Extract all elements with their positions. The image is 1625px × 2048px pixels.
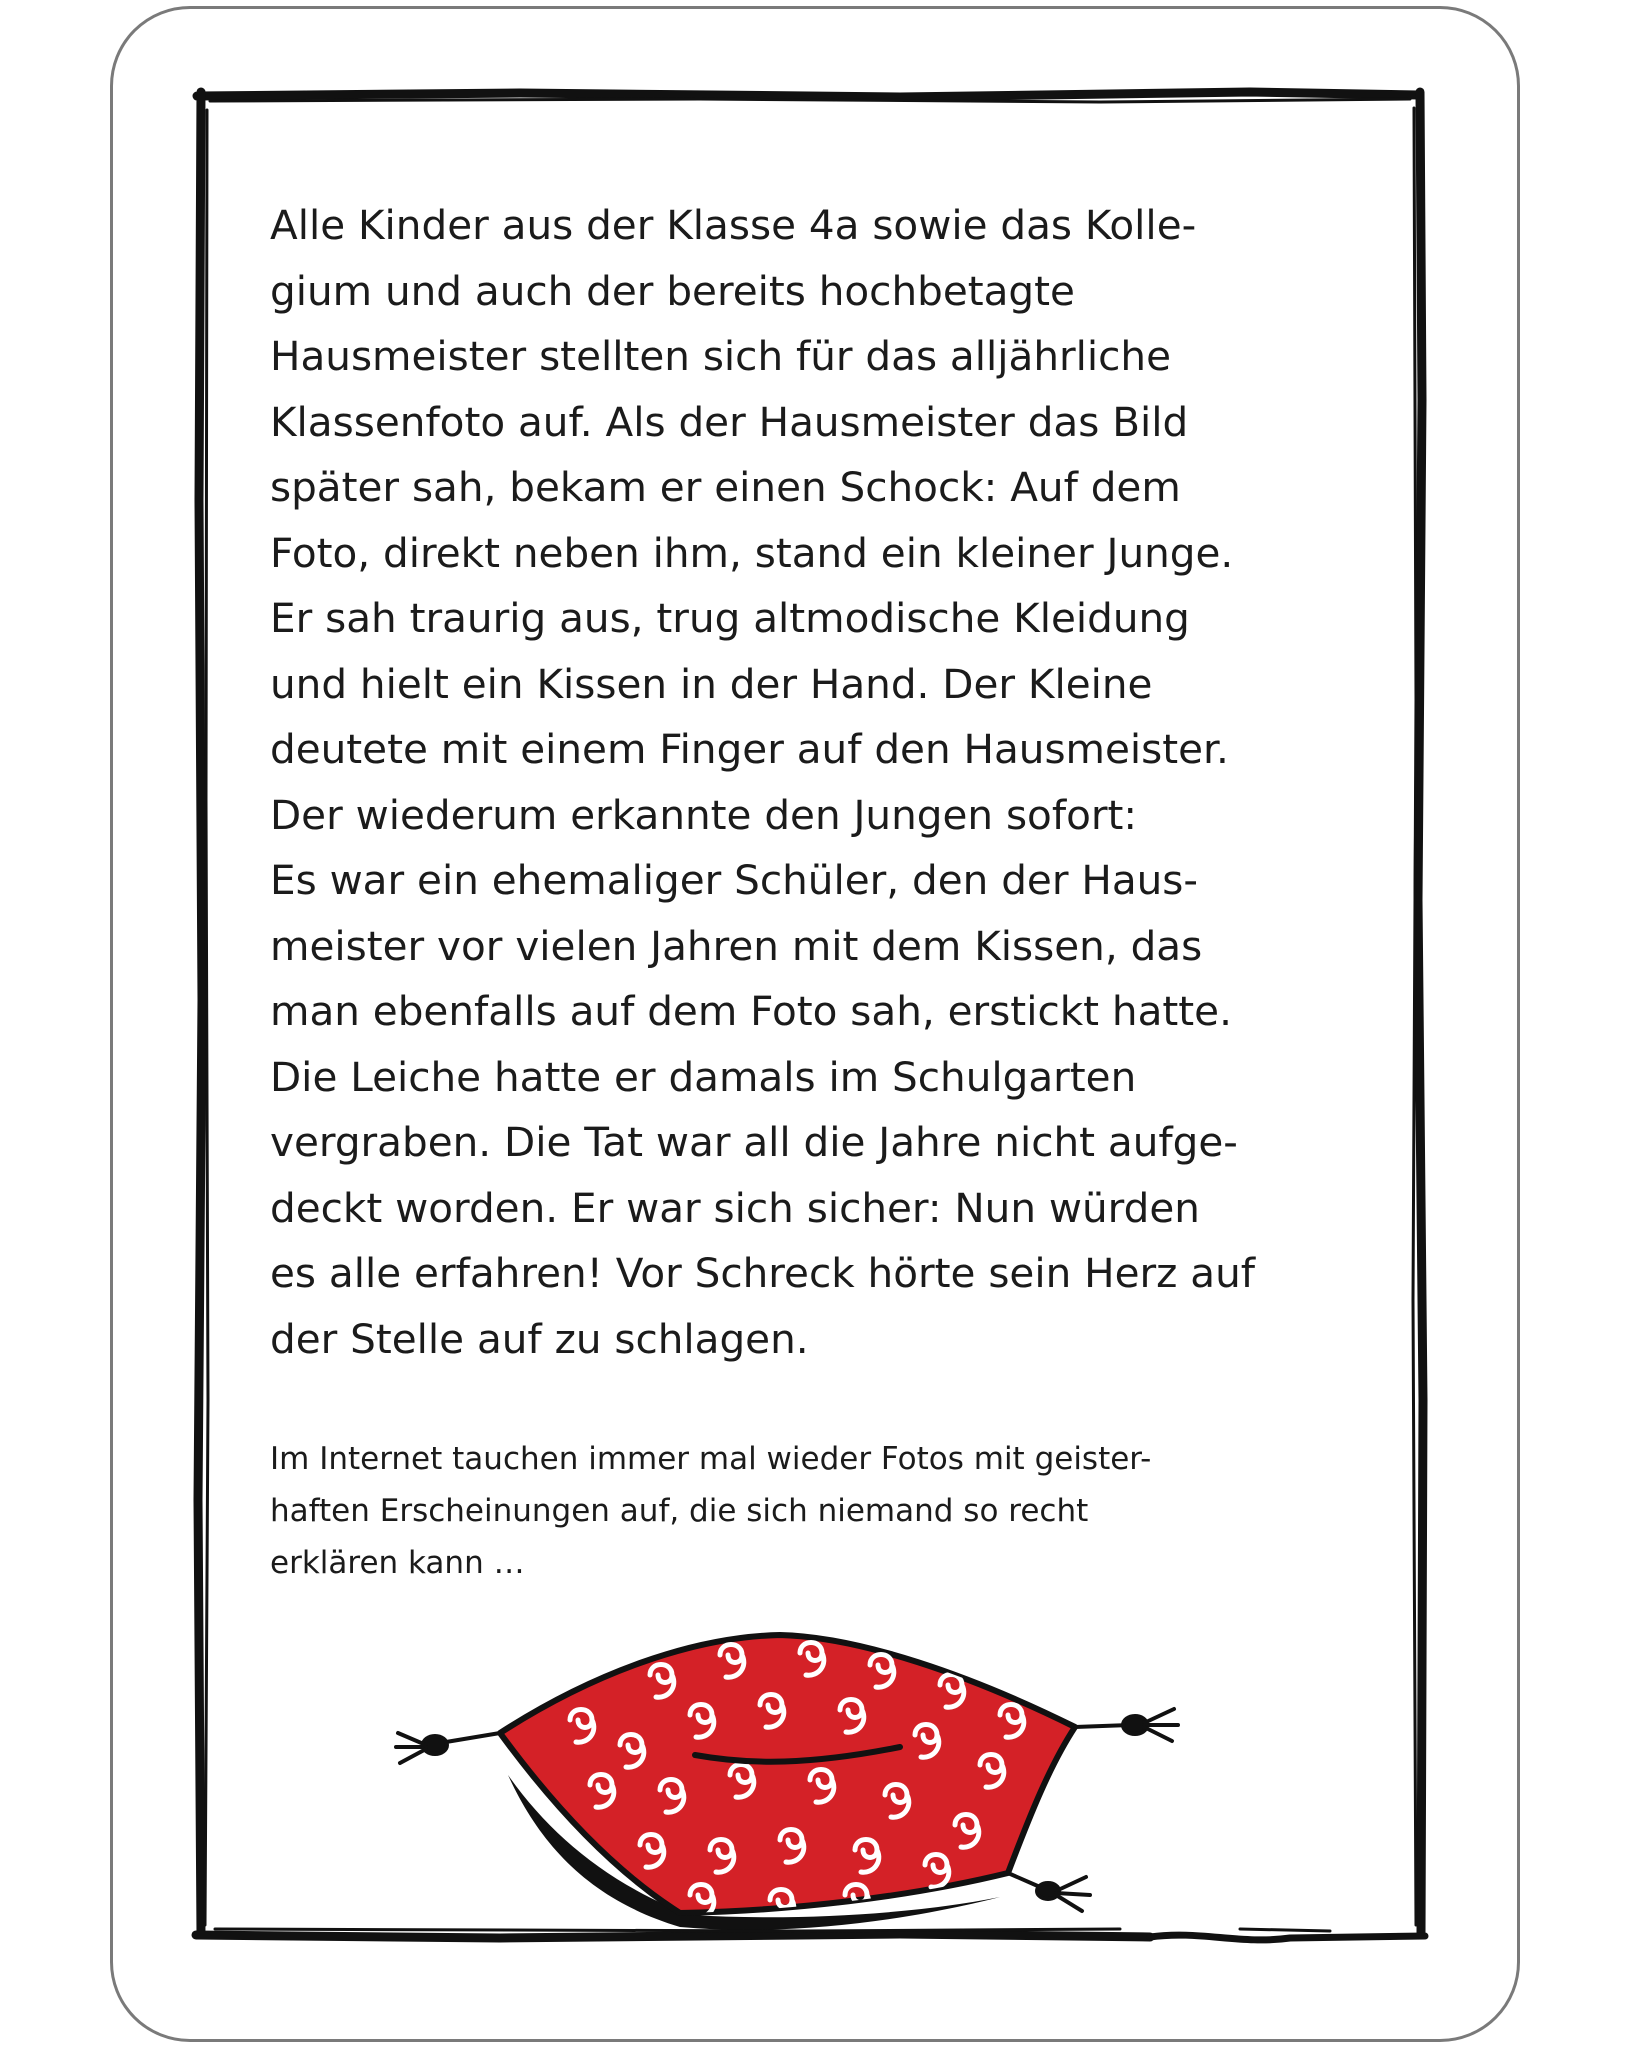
story-line: Foto, direkt neben ihm, stand ein kleiner Junge.	[270, 528, 1234, 577]
story-line: vergraben. Die Tat war all die Jahre nicht aufge-	[270, 1118, 1238, 1166]
story-line: gium und auch der bereits hochbetagte	[270, 266, 1075, 315]
story-line: Die Leiche hatte er damals im Schulgarten	[270, 1052, 1137, 1101]
footnote-line: erklären kann …	[270, 1545, 525, 1581]
footnote-line: Im Internet tauchen immer mal wieder Fotos mit geister-	[270, 1441, 1152, 1477]
story-line: Klassenfoto auf. Als der Hausmeister das Bild	[270, 397, 1189, 446]
tassel-bottom	[1008, 1873, 1090, 1911]
story-line: später sah, bekam er einen Schock: Auf dem	[270, 463, 1181, 511]
story-line: Alle Kinder aus der Klasse 4a sowie das Kolle-	[270, 201, 1197, 249]
story-line: Der wiederum erkannte den Jungen sofort:	[270, 790, 1138, 839]
story-line: Es war ein ehemaliger Schüler, den der Haus-	[270, 856, 1199, 904]
story-line: man ebenfalls auf dem Foto sah, erstickt hatte.	[270, 987, 1232, 1035]
story-line: Hausmeister stellten sich für das alljährliche	[270, 332, 1172, 380]
tassel-right	[1075, 1709, 1178, 1741]
story-line: und hielt ein Kissen in der Hand. Der Kleine	[270, 659, 1153, 708]
story-line: der Stelle auf zu schlagen.	[270, 1314, 809, 1363]
story-line: meister vor vielen Jahren mit dem Kissen, das	[270, 921, 1203, 970]
story-text	[270, 193, 1370, 1372]
story-line: es alle erfahren! Vor Schreck hörte sein Herz auf	[270, 1249, 1256, 1297]
story-line: Er sah traurig aus, trug altmodische Kleidung	[270, 594, 1190, 642]
pillow-icon	[390, 1615, 1190, 1945]
tassel-left	[396, 1733, 500, 1763]
footnote-line: haften Erscheinungen auf, die sich niemand so recht	[270, 1493, 1089, 1529]
story-line: deutete mit einem Finger auf den Hausmeister.	[270, 725, 1229, 773]
story-line: deckt worden. Er war sich sicher: Nun würden	[270, 1183, 1200, 1232]
footnote-text	[270, 1433, 1370, 1589]
